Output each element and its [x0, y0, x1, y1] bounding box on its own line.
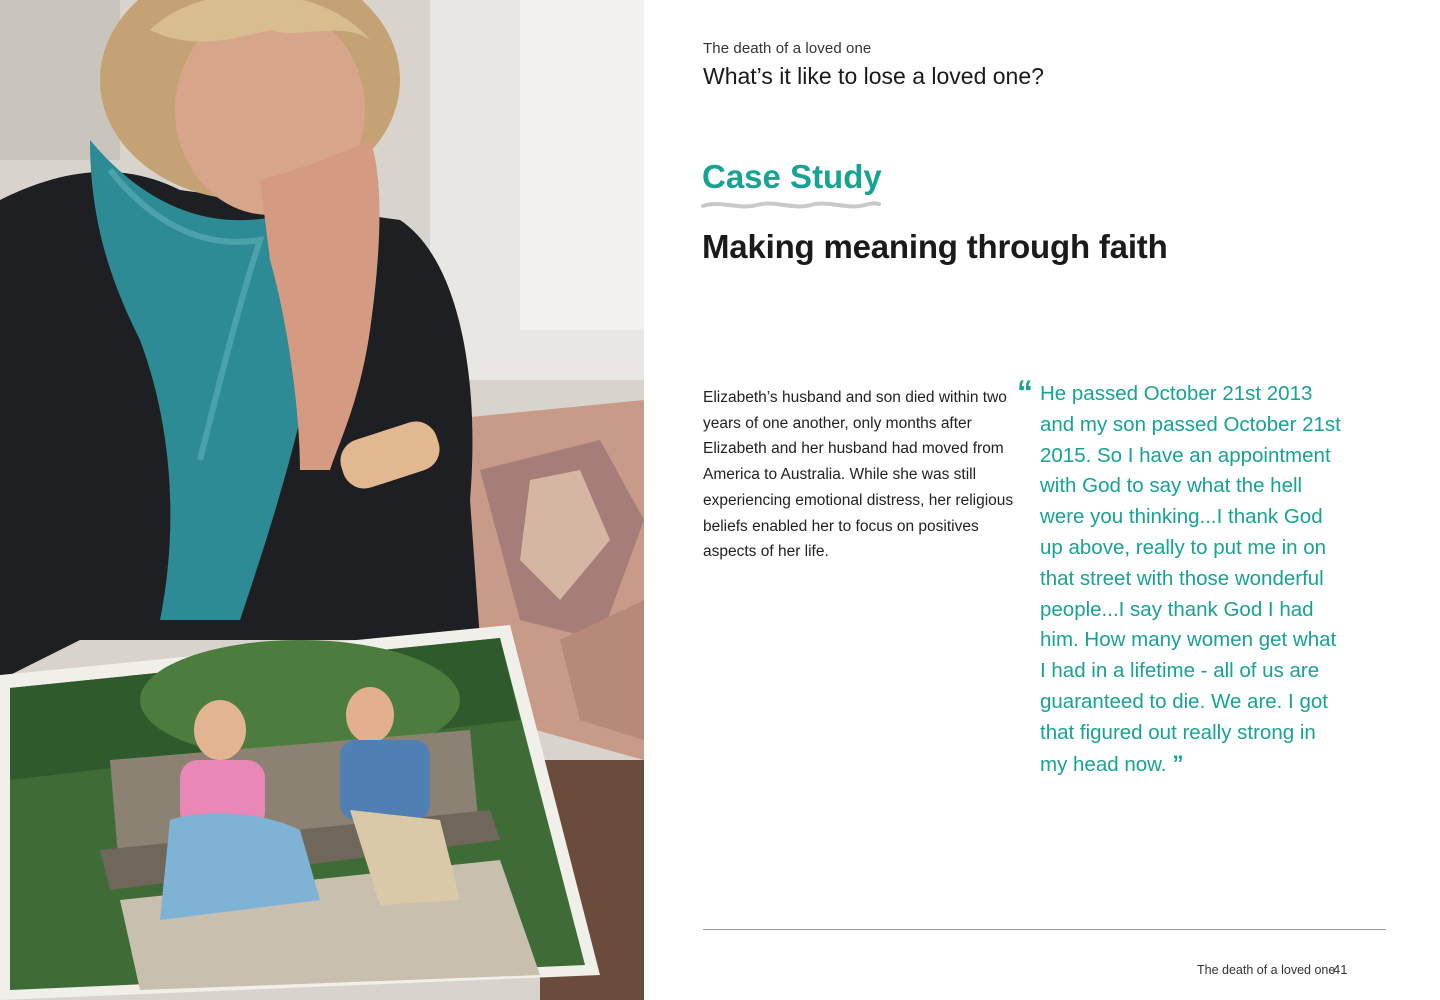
pull-quote-text: He passed October 21st 2013 and my son passed October 21st 2015. So I have an appointment with God to say what the hell were you thinking...I thank God up above, really to put me in on that street with those wonderful people...I say thank God I had him. How many women get what I had in a lifetime - all of us are guaranteed to die. We are. I got that figured out really strong in my head now. [1040, 382, 1341, 776]
case-study-label: Case Study [702, 158, 882, 195]
photo-illustration [0, 0, 644, 1000]
squiggle-underline [701, 198, 881, 212]
pull-quote [1040, 379, 1345, 780]
footer-divider [703, 929, 1386, 930]
running-head: The death of a loved one [703, 40, 872, 57]
page-subtitle: What’s it like to lose a loved one? [703, 63, 1044, 89]
close-quote-mark: ” [1172, 750, 1184, 776]
case-study-body: Elizabeth’s husband and son died within two years of one another, only months after Elizabeth and her husband had moved from America to Australia. While she was still experiencing emotional distress, her religious beliefs enabled her to focus on positives aspects of her life. [703, 389, 1014, 561]
open-quote-mark: “ [1017, 374, 1033, 410]
case-study-title: Making meaning through faith [702, 228, 1168, 265]
footer-running-title: The death of a loved one [1197, 963, 1336, 977]
page-number: 41 [1333, 962, 1348, 977]
photo-woman-holding-photograph [0, 0, 644, 1000]
